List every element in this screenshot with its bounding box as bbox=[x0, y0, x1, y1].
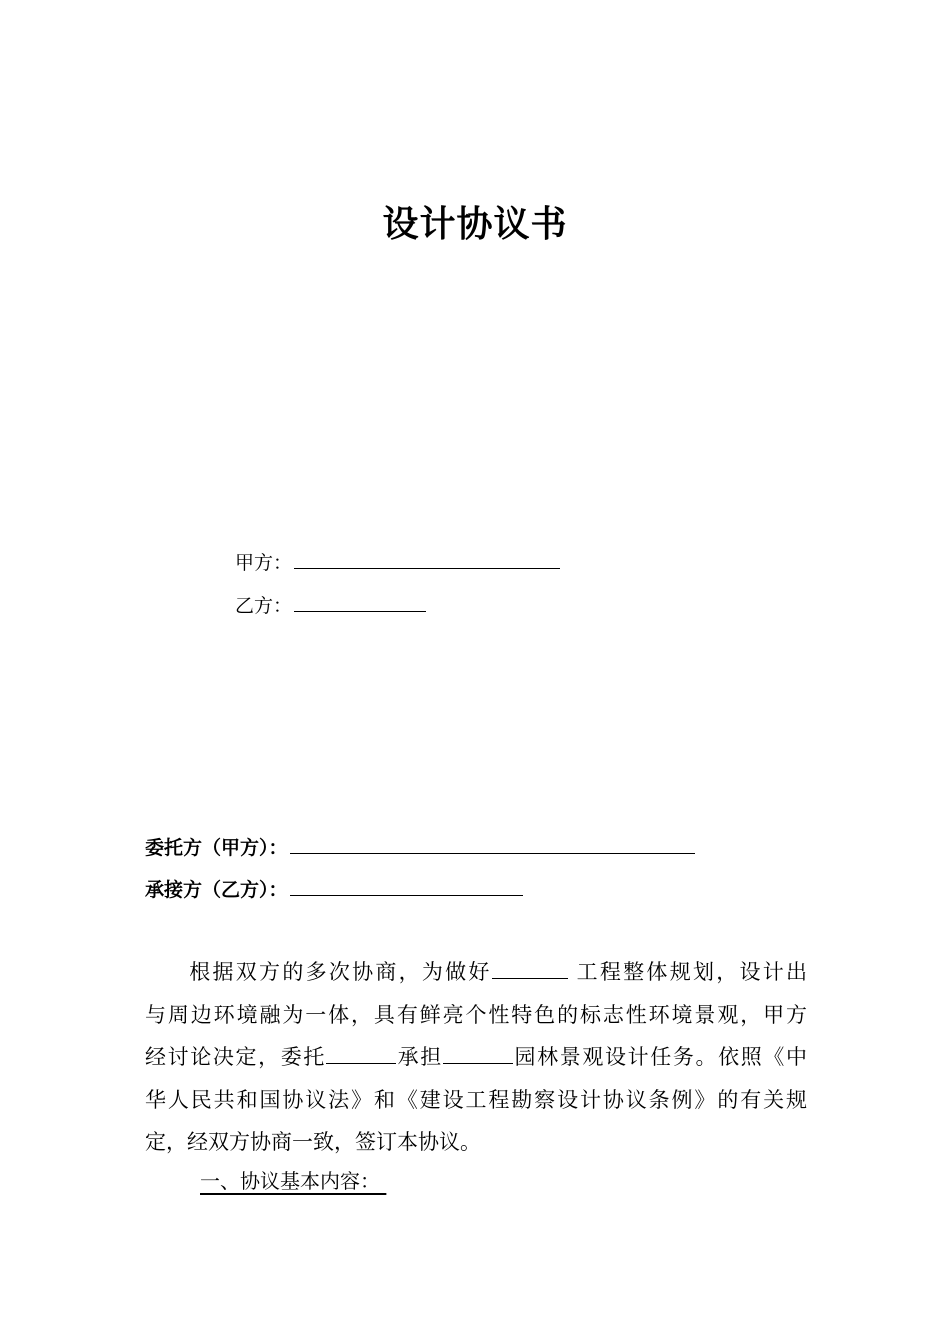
party-a-label: 甲方： bbox=[235, 552, 293, 574]
paragraph-line-1 bbox=[145, 951, 807, 994]
client-label: 委托方（甲方）： bbox=[145, 837, 288, 859]
party-a-blank[interactable] bbox=[294, 548, 560, 569]
client-blank[interactable] bbox=[290, 833, 695, 854]
client-line bbox=[145, 833, 695, 861]
contractor-name-blank[interactable] bbox=[326, 1041, 396, 1064]
paragraph-text: 工程整体规划，设计出 bbox=[576, 960, 808, 984]
paragraph-text: 经讨论决定，委托 bbox=[145, 1045, 326, 1069]
contractor-line bbox=[145, 875, 523, 903]
party-b-line bbox=[235, 591, 426, 619]
paragraph-line-4: 华人民共和国协议法》和《建设工程勘察设计协议条例》的有关规 bbox=[145, 1087, 807, 1112]
paragraph-line-5: 定，经双方协商一致，签订本协议。 bbox=[145, 1130, 481, 1154]
paragraph-text: 承担 bbox=[396, 1045, 443, 1069]
project-name-blank[interactable] bbox=[492, 956, 568, 979]
contractor-blank[interactable] bbox=[290, 875, 523, 896]
paragraph-text: 根据双方的多次协商，为做好 bbox=[187, 960, 492, 984]
contractor-label: 承接方（乙方）： bbox=[145, 879, 288, 901]
paragraph-text: 园林景观设计任务。依照《中 bbox=[512, 1045, 807, 1069]
party-a-line bbox=[235, 548, 560, 576]
party-b-blank[interactable] bbox=[294, 591, 426, 612]
party-b-label: 乙方： bbox=[235, 595, 293, 617]
paragraph-line-2: 与周边环境融为一体，具有鲜亮个性特色的标志性环境景观，甲方 bbox=[145, 1002, 807, 1027]
paragraph-line-3 bbox=[145, 1036, 807, 1079]
agreement-paragraph bbox=[145, 951, 807, 1164]
document-title: 设计协议书 bbox=[382, 204, 568, 245]
task-blank[interactable] bbox=[443, 1041, 513, 1064]
section-heading: 一、协议基本内容： bbox=[200, 1169, 387, 1193]
